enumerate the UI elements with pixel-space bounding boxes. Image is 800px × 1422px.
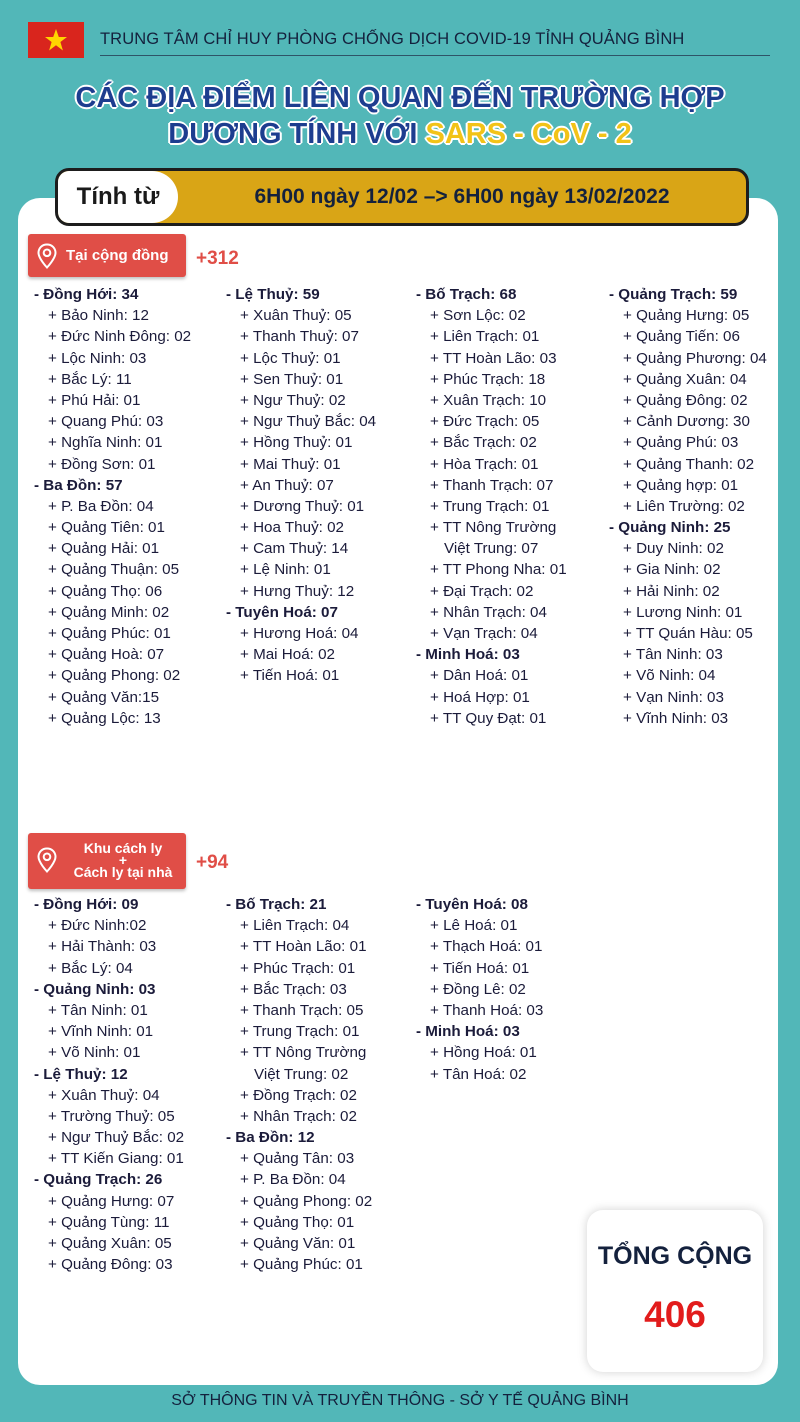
location-entry: + TT Nông Trường — [240, 1044, 367, 1062]
location-entry: + Thanh Hoá: 03 — [430, 1001, 544, 1019]
location-entry: + Bắc Lý: 04 — [48, 959, 133, 977]
location-entry: + Thanh Thuỷ: 07 — [240, 328, 359, 346]
location-entry: + Cảnh Dương: 30 — [623, 413, 750, 431]
location-entry: + Quảng Phúc: 01 — [48, 625, 171, 642]
location-entry: + Quảng hợp: 01 — [623, 476, 739, 494]
quarantine-badge-line2: Cách ly tại nhà — [73, 864, 173, 880]
quarantine-badge-label — [64, 840, 182, 880]
location-entry: + Đức Ninh:02 — [48, 917, 147, 935]
location-entry: + TT Hoàn Lão: 03 — [430, 349, 557, 367]
location-entry: + Thanh Trạch: 05 — [240, 1001, 364, 1019]
period-label: Tính từ — [58, 171, 178, 223]
district-heading: - Tuyên Hoá: 08 — [416, 896, 528, 913]
quarantine-column-3 — [416, 894, 543, 1085]
location-entry: + Gia Ninh: 02 — [623, 561, 721, 579]
location-entry: + Ngư Thuỷ Bắc: 04 — [240, 413, 377, 431]
location-entry: + Quảng Tùng: 11 — [48, 1213, 170, 1231]
location-entry: Việt Trung: 07 — [444, 540, 539, 558]
location-entry: + Liên Trạch: 01 — [430, 328, 540, 346]
location-entry: + Xuân Trạch: 10 — [430, 391, 547, 409]
location-entry: + Đồng Lê: 02 — [430, 980, 526, 998]
location-entry: + Quảng Đông: 03 — [48, 1256, 173, 1274]
location-entry: + Quảng Thọ: 01 — [240, 1213, 355, 1231]
location-entry: + Quảng Tân: 03 — [240, 1150, 355, 1168]
location-entry: + Cam Thuỷ: 14 — [240, 540, 349, 558]
location-entry: + TT Hoàn Lão: 01 — [240, 938, 367, 956]
district-heading: - Đồng Hới: 34 — [34, 286, 139, 303]
location-entry: + Quảng Văn: 01 — [240, 1235, 356, 1252]
location-entry: + Duy Ninh: 02 — [623, 540, 724, 558]
location-entry: + Phúc Trạch: 01 — [240, 959, 356, 977]
location-entry: + Đức Trạch: 05 — [430, 413, 540, 431]
period-value: 6H00 ngày 12/02 –> 6H00 ngày 13/02/2022 — [254, 185, 670, 208]
community-badge-label: Tại cộng đồng — [66, 247, 169, 264]
community-column-1 — [34, 284, 191, 729]
location-entry: + Vạn Trạch: 04 — [430, 625, 538, 642]
location-entry: + Dương Thuỷ: 01 — [240, 497, 365, 515]
location-entry: + Tân Ninh: 01 — [48, 1001, 148, 1019]
location-pin-icon — [36, 847, 58, 873]
location-entry: + Hồng Thuỷ: 01 — [240, 434, 353, 452]
district-heading: - Lệ Thuỷ: 59 — [226, 286, 320, 303]
title-line1: CÁC ĐỊA ĐIỂM LIÊN QUAN ĐẾN TRƯỜNG HỢP — [75, 82, 725, 114]
location-entry: + Đồng Sơn: 01 — [48, 455, 156, 473]
location-entry: + Hồng Hoá: 01 — [430, 1044, 537, 1062]
location-entry: + Quảng Hoà: 07 — [48, 646, 165, 664]
total-value: 406 — [644, 1294, 706, 1335]
location-entry: + Quảng Phúc: 01 — [240, 1256, 363, 1274]
location-entry: + Bắc Lý: 11 — [48, 370, 132, 388]
location-entry: + Vạn Ninh: 03 — [623, 688, 724, 706]
quarantine-badge-plus: + — [118, 852, 128, 868]
location-entry: + Quảng Xuân: 05 — [48, 1235, 172, 1252]
location-entry: + Tiến Hoá: 01 — [430, 959, 530, 977]
community-column-3 — [416, 284, 567, 729]
location-entry: + Nghĩa Ninh: 01 — [48, 434, 163, 452]
location-entry: + Vĩnh Ninh: 01 — [48, 1023, 154, 1041]
location-entry: + Quảng Minh: 02 — [48, 603, 170, 621]
district-heading: - Minh Hoá: 03 — [416, 646, 520, 664]
district-heading: - Tuyên Hoá: 07 — [226, 603, 338, 621]
location-entry: + TT Nông Trường — [430, 519, 557, 537]
quarantine-column-2 — [226, 894, 372, 1275]
quarantine-column-1 — [34, 894, 184, 1275]
location-entry: + Mai Hoá: 02 — [240, 646, 335, 664]
location-entry: + Ngư Thuỷ: 02 — [240, 391, 346, 409]
location-entry: + Sơn Lộc: 02 — [430, 307, 526, 325]
community-column-4 — [609, 284, 767, 729]
location-entry: + Quảng Hải: 01 — [48, 540, 160, 558]
location-entry: + P. Ba Đồn: 04 — [240, 1171, 346, 1189]
location-entry: + Vĩnh Ninh: 03 — [623, 709, 729, 727]
district-heading: - Quảng Trạch: 26 — [34, 1171, 163, 1189]
location-entry: + Quảng Lộc: 13 — [48, 709, 161, 727]
location-entry: + Tiến Hoá: 01 — [240, 667, 340, 685]
location-entry: + Bảo Ninh: 12 — [48, 307, 149, 325]
location-entry: + Nhân Trạch: 04 — [430, 603, 547, 621]
location-entry: + TT Kiến Giang: 01 — [48, 1150, 184, 1168]
location-entry: + Hòa Trạch: 01 — [430, 455, 539, 473]
district-heading: - Bố Trạch: 21 — [226, 896, 327, 913]
location-entry: + Lộc Thuỷ: 01 — [240, 349, 341, 367]
location-entry: + Hải Thành: 03 — [48, 938, 157, 956]
location-entry: + Bắc Trạch: 03 — [240, 980, 347, 998]
location-entry: + Quảng Văn:15 — [48, 688, 160, 706]
total-label: TỔNG CỘNG — [597, 1242, 753, 1270]
district-heading: - Quảng Trạch: 59 — [609, 286, 738, 303]
location-entry: + Phú Hải: 01 — [48, 391, 141, 409]
location-entry: + Lộc Ninh: 03 — [48, 349, 147, 367]
location-entry: + An Thuỷ: 07 — [240, 476, 334, 494]
footer: SỞ THÔNG TIN VÀ TRUYỀN THÔNG - SỞ Y TẾ QUẢNG BÌNH — [171, 1392, 629, 1409]
location-entry: + Thạch Hoá: 01 — [430, 938, 543, 956]
district-heading: - Minh Hoá: 03 — [416, 1023, 520, 1041]
community-badge — [28, 234, 186, 277]
location-entry: + Dân Hoá: 01 — [430, 667, 529, 685]
location-entry: Việt Trung: 02 — [254, 1065, 349, 1083]
location-entry: + Hưng Thuỷ: 12 — [240, 582, 355, 600]
district-heading: - Đồng Hới: 09 — [34, 896, 139, 913]
location-entry: + Quang Phú: 03 — [48, 413, 164, 431]
location-entry: + Mai Thuỷ: 01 — [240, 455, 341, 473]
district-heading: - Quảng Ninh: 25 — [609, 519, 731, 537]
title-line2-prefix: DƯƠNG TÍNH VỚI — [168, 118, 418, 150]
location-entry: + Quảng Xuân: 04 — [623, 370, 747, 388]
location-entry: + Bắc Trạch: 02 — [430, 434, 537, 452]
district-heading: - Lệ Thuỷ: 12 — [34, 1065, 128, 1083]
community-column-2 — [226, 284, 376, 687]
title-highlight: SARS - CoV - 2 — [425, 118, 632, 150]
header-divider — [100, 55, 770, 56]
location-entry: + Lệ Ninh: 01 — [240, 561, 331, 579]
center-name: TRUNG TÂM CHỈ HUY PHÒNG CHỐNG DỊCH COVID-19 TỈNH QUẢNG BÌNH — [100, 30, 685, 48]
location-entry: + Hoá Hợp: 01 — [430, 688, 530, 706]
location-pin-icon — [36, 243, 58, 269]
vietnam-flag-icon — [28, 22, 84, 58]
location-entry: + Hoa Thuỷ: 02 — [240, 519, 344, 537]
location-entry: + Liên Trường: 02 — [623, 497, 745, 515]
location-entry: + Đức Ninh Đông: 02 — [48, 328, 192, 346]
location-entry: + Quảng Hưng: 05 — [623, 307, 750, 325]
district-heading: - Ba Đồn: 12 — [226, 1129, 315, 1147]
location-entry: + Quảng Đông: 02 — [623, 391, 748, 409]
location-entry: + Trung Trạch: 01 — [430, 497, 550, 515]
location-entry: + Quảng Phong: 02 — [240, 1192, 373, 1210]
location-entry: + Tân Ninh: 03 — [623, 646, 723, 664]
district-heading: - Ba Đồn: 57 — [34, 476, 123, 494]
location-entry: + Hải Ninh: 02 — [623, 582, 720, 600]
location-entry: + Ngư Thuỷ Bắc: 02 — [48, 1129, 185, 1147]
location-entry: + Quảng Phú: 03 — [623, 434, 739, 452]
location-entry: + Liên Trạch: 04 — [240, 917, 350, 935]
total-box — [587, 1210, 763, 1372]
location-entry: + Quảng Phương: 04 — [623, 349, 767, 367]
district-heading: - Quảng Ninh: 03 — [34, 980, 156, 998]
quarantine-badge — [28, 833, 186, 889]
location-entry: + Tân Hoá: 02 — [430, 1065, 527, 1083]
location-entry: + Võ Ninh: 04 — [623, 667, 716, 685]
location-entry: + Thanh Trạch: 07 — [430, 476, 554, 494]
location-entry: + Quảng Thanh: 02 — [623, 455, 755, 473]
location-entry: + Quảng Thuận: 05 — [48, 561, 180, 579]
location-entry: + Nhân Trạch: 02 — [240, 1107, 357, 1125]
location-entry: + Quảng Hưng: 07 — [48, 1192, 175, 1210]
period-bar — [55, 168, 749, 226]
location-entry: + TT Phong Nha: 01 — [430, 561, 567, 579]
location-entry: + Quảng Tiến: 06 — [623, 328, 740, 346]
location-entry: + Phúc Trạch: 18 — [430, 370, 546, 388]
location-entry: + Đại Trạch: 02 — [430, 582, 534, 600]
location-entry: + Xuân Thuỷ: 05 — [240, 307, 352, 325]
community-count: +312 — [196, 248, 239, 269]
location-entry: + TT Quán Hàu: 05 — [623, 625, 753, 642]
location-entry: + Trung Trạch: 01 — [240, 1023, 360, 1041]
title-line2 — [0, 118, 800, 151]
location-entry: + Lương Ninh: 01 — [623, 603, 743, 621]
location-entry: + Quảng Tiên: 01 — [48, 519, 165, 537]
location-entry: + Đồng Trạch: 02 — [240, 1086, 357, 1104]
location-entry: + Võ Ninh: 01 — [48, 1044, 141, 1062]
quarantine-count: +94 — [196, 852, 229, 873]
location-entry: + Sen Thuỷ: 01 — [240, 370, 344, 388]
location-entry: + Hương Hoá: 04 — [240, 625, 359, 642]
location-entry: + Lê Hoá: 01 — [430, 917, 518, 935]
district-heading: - Bố Trạch: 68 — [416, 286, 517, 303]
location-entry: + Quảng Thọ: 06 — [48, 582, 163, 600]
quarantine-badge-line1: Khu cách ly — [83, 840, 163, 856]
location-entry: + Trường Thuỷ: 05 — [48, 1107, 175, 1125]
location-entry: + Quảng Phong: 02 — [48, 667, 181, 685]
location-entry: + Xuân Thuỷ: 04 — [48, 1086, 160, 1104]
location-entry: + TT Quy Đạt: 01 — [430, 709, 547, 727]
location-entry: + P. Ba Đồn: 04 — [48, 497, 154, 515]
